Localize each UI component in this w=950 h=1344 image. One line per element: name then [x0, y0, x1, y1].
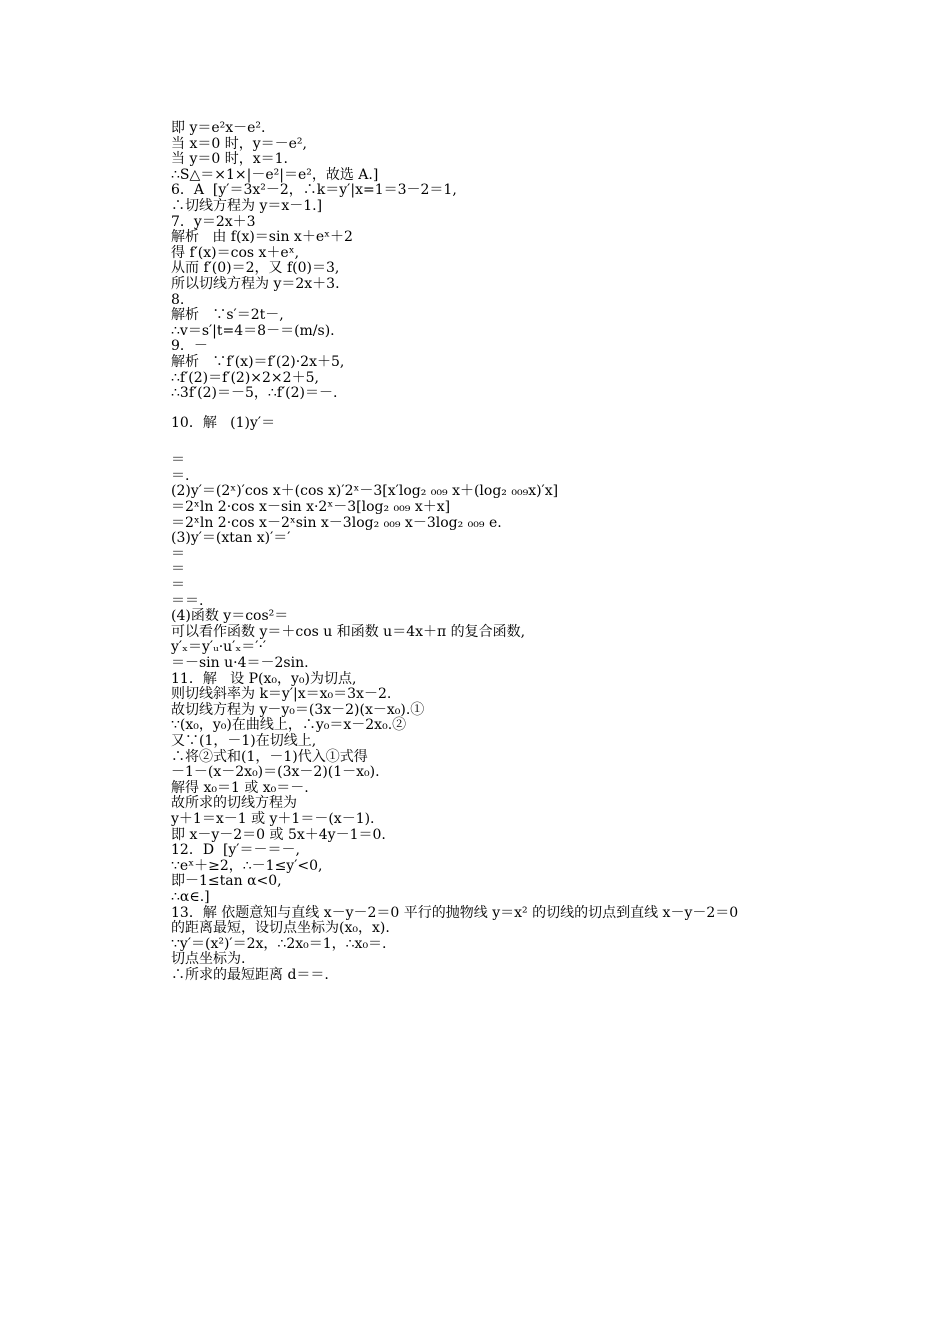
text-line: ＝ [171, 452, 185, 469]
text-line: －1－(x－2x₀)＝(3x－2)(1－x₀). [171, 764, 380, 781]
text-line: 即－1≤tan α<0, [171, 873, 282, 890]
text-line: ∴f′(2)＝f′(2)×2×2＋5, [171, 369, 319, 386]
text-line: ＝－sin u·4＝－2sin. [171, 655, 309, 671]
text-line: 当 y＝0 时，x＝1. [171, 151, 288, 168]
text-line: ∴α∈.] [171, 888, 210, 905]
paragraph-gap [171, 431, 891, 453]
text-line: 12．D [y′＝－＝－, [171, 842, 300, 859]
text-line: 故所求的切线方程为 [171, 795, 297, 812]
text-line: ∴切线方程为 y＝x－1.] [171, 197, 323, 214]
text-line: ＝2ˣln 2·cos x－sin x·2ˣ－3[log₂ ₀₀₉ x＋x] [171, 499, 451, 516]
paragraph-gap [171, 402, 891, 416]
text-line: ∵(x₀，y₀)在曲线上，∴y₀＝x－2x₀.② [171, 717, 407, 734]
text-line: ∴所求的最短距离 d＝＝. [171, 966, 329, 983]
text-line: ＝＝. [171, 592, 204, 609]
text-line: (2)y′＝(2ˣ)′cos x＋(cos x)′2ˣ－3[x′log₂ ₀₀₉ x＋(log₂ ₀₀₉x)′x] [171, 483, 559, 500]
text-line: 8. [171, 291, 185, 308]
text-line: 7．y＝2x＋3 [171, 213, 256, 230]
text-line: 即 y＝e²x－e². [171, 120, 266, 136]
text-line: 从而 f′(0)＝2，又 f(0)＝3, [171, 260, 340, 277]
text-line: 的距离最短，设切点坐标为(x₀，x). [171, 920, 390, 937]
text-line: ∴v＝s′|t=4＝8－＝(m/s). [171, 322, 335, 339]
text-line: 11．解 设 P(x₀，y₀)为切点, [171, 670, 357, 687]
text-line: ∴3f′(2)＝－5，∴f′(2)＝－. [171, 385, 338, 402]
text-line: 切点坐标为. [171, 951, 246, 968]
text-line: 当 x＝0 时，y＝－e², [171, 135, 307, 152]
text-line: 则切线斜率为 k＝y′|x＝x₀＝3x－2. [171, 686, 392, 703]
text-line: 故切线方程为 y－y₀＝(3x－2)(x－x₀).① [171, 701, 425, 718]
text-line: y′ₓ＝y′ᵤ·u′ₓ＝′·′ [171, 639, 267, 656]
text-line: (4)函数 y＝cos²＝ [171, 608, 289, 625]
text-line: 解析 ∵s′＝2t－, [171, 307, 284, 324]
text-line: 13．解 依题意知与直线 x－y－2＝0 平行的抛物线 y＝x² 的切线的切点到直线 x－y－2＝0 [171, 904, 739, 921]
text-line: ∵eˣ＋≥2，∴－1≤y′<0, [171, 857, 323, 874]
text-line: 10．解 (1)y′＝ [171, 414, 276, 431]
text-line: 又∵(1，－1)在切线上, [171, 732, 317, 749]
text-line: 解得 x₀＝1 或 x₀＝－. [171, 779, 309, 796]
text-line: ∴S△＝×1×|－e²|＝e²，故选 A.] [171, 166, 379, 183]
text-line: 所以切线方程为 y＝2x＋3. [171, 275, 340, 292]
text-line: ＝ [171, 577, 185, 594]
text-line: ＝2ˣln 2·cos x－2ˣsin x－3log₂ ₀₀₉ x－3log₂ ₀₀₉ e. [171, 514, 502, 531]
text-line: 即 x－y－2＝0 或 5x＋4y－1＝0. [171, 826, 386, 843]
text-line: y＋1＝x－1 或 y＋1＝－(x－1). [171, 810, 375, 827]
text-line: (3)y′＝(xtan x)′＝′ [171, 530, 291, 547]
text-line: 解析 由 f(x)＝sin x＋eˣ＋2 [171, 229, 353, 246]
text-line: 可以看作函数 y＝＋cos u 和函数 u＝4x＋π 的复合函数, [171, 623, 526, 640]
text-line: ∴将②式和(1，－1)代入①式得 [171, 748, 368, 765]
text-line: 6．A [y′＝3x²－2，∴k＝y′|x=1＝3－2＝1, [171, 182, 457, 199]
text-line: 9．－ [171, 338, 208, 355]
text-line: ＝. [171, 467, 190, 484]
text-line: 解析 ∵f′(x)＝f′(2)·2x＋5, [171, 353, 345, 370]
text-line: ＝ [171, 561, 185, 578]
text-line: ∵y′＝(x²)′＝2x，∴2x₀＝1，∴x₀＝. [171, 935, 387, 952]
document-body [171, 121, 891, 983]
text-line: ＝ [171, 545, 185, 562]
text-line: 得 f′(x)＝cos x＋eˣ, [171, 244, 300, 261]
